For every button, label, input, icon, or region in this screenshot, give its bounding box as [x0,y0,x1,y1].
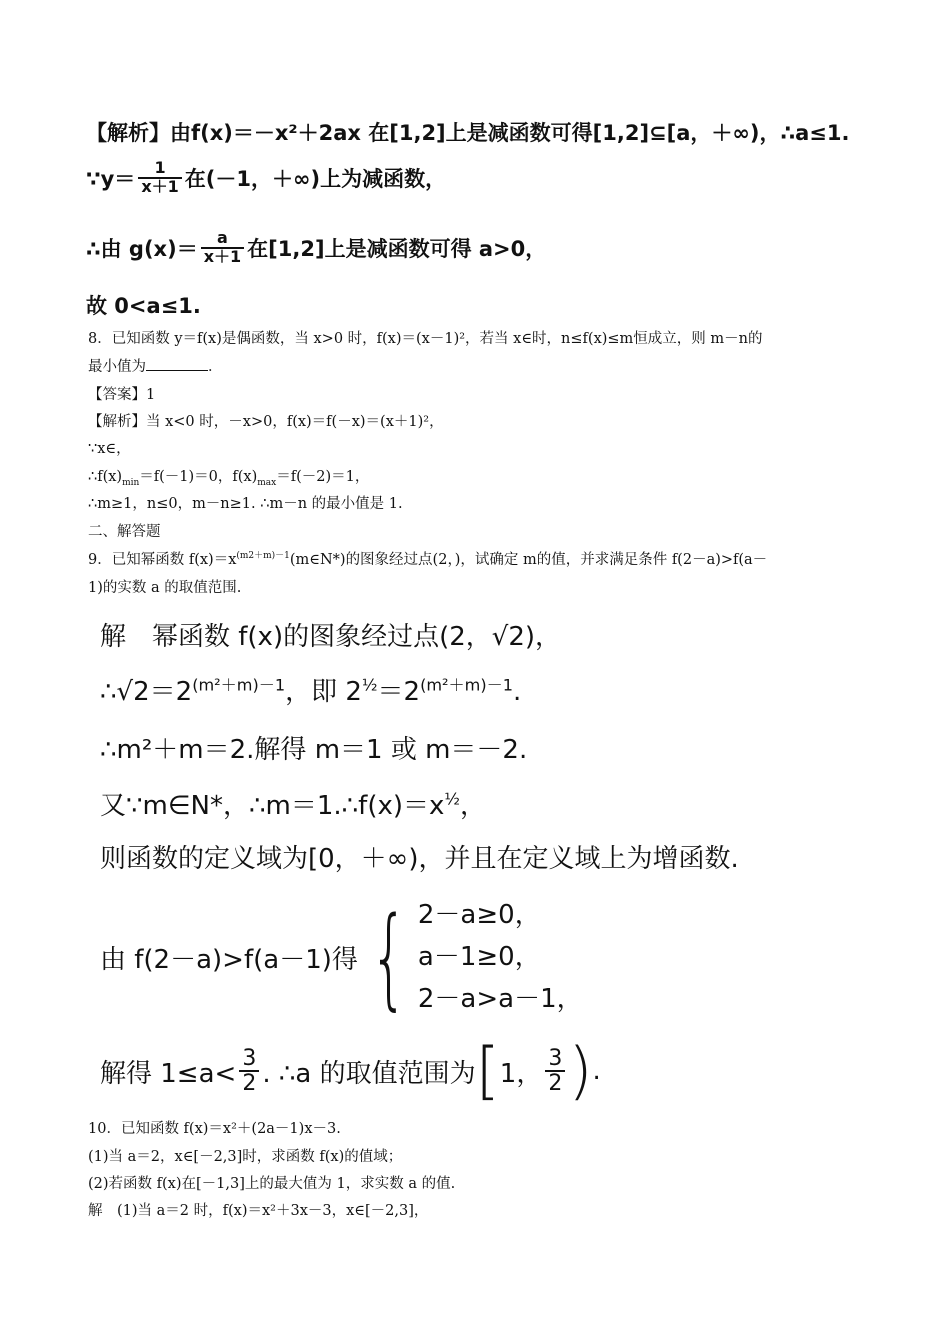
q8-question-text: 8．已知函数 y＝f(x)是偶函数，当 x>0 时，f(x)＝(x－1)²，若当 x∈时，n≤f(x)≤m恒成立，则 m－n的 [88,331,763,347]
q9-solution-4-b: ， [460,791,487,821]
analysis7-line2-pre: ∵y＝ [86,166,136,191]
q8-analysis-4 [88,492,403,513]
fraction-numerator: 3 [242,1045,257,1071]
q9-exp-1: (m²＋m)－1 [192,675,286,695]
q8-max-subscript: max [257,477,277,488]
q9-solution-2-d: . [512,677,522,707]
q9-case-2: a－1≥0， [417,942,541,972]
q9-case-3: 2－a>a－1， [417,984,583,1014]
q10-part1-text: (1)当 a＝2，x∈[－2,3]时，求函数 f(x)的值域； [88,1149,403,1165]
fraction-denominator: x＋1 [138,177,181,196]
q9-solution-3 [100,729,527,766]
q8-answer-text: 【答案】1 [88,387,156,403]
left-square-bracket: [ [475,1034,500,1107]
q8-min-subscript: min [122,477,140,488]
analysis7-line1-text: 【解析】由f(x)＝－x²＋2ax 在[1,2]上是减函数可得[1,2]⊆[a，＋∞)，∴a≤1. [86,121,850,145]
fraction-denominator: 2 [545,1070,565,1095]
right-paren: ) [568,1034,593,1107]
q9-interval-left: 1， [499,1058,543,1089]
q8-analysis-1-text: 【解析】当 x<0 时，－x>0，f(x)＝f(－x)＝(x＋1)²， [88,414,444,430]
analysis7-line4-text: 故 0<a≤1. [86,294,201,318]
q9-exponent: (m2＋m)－1 [236,551,290,562]
analysis7-line2 [86,160,446,196]
q8-analysis-3-b: ＝f(－1)＝0，f(x) [139,469,258,485]
q9-solution-3-text: ∴m²＋m＝2.解得 m＝1 或 m＝－2. [100,735,528,765]
section-heading-text: 二、解答题 [88,524,161,540]
q10-part2-text: (2)若函数 f(x)在[－1,3]上的最大值为 1，求实数 a 的值. [88,1176,456,1192]
q9-solution-7-end: . [592,1056,601,1086]
analysis7-line2-post: 在(－1，＋∞)上为减函数， [184,166,447,191]
q9-solution-2 [100,671,521,708]
q9-cases [418,894,583,1020]
q8-analysis-2-text: ∵x∈， [88,441,131,457]
q9-solution-5-text: 则函数的定义域为[0，＋∞)，并且在定义域上为增函数. [100,844,739,874]
section-heading [88,520,161,541]
fraction-numerator: 1 [154,158,166,177]
q9-solution-6-pre: 由 f(2－a)>f(a－1)得 [100,944,358,975]
q9-case-1: 2－a≥0， [417,900,541,930]
q9-question-line1 [88,548,767,569]
fraction-numerator: a [217,228,228,247]
q9-exp-2: (m²＋m)－1 [420,675,513,695]
q8-question-line1 [88,327,763,348]
fraction-a-over-x-plus-1 [201,230,244,266]
left-brace: { [369,893,409,1021]
fraction-3-over-2 [239,1047,259,1095]
analysis7-line1 [86,117,849,147]
q8-question-cont: 最小值为 [88,359,146,375]
q9-solution-4 [100,785,486,822]
q9-solution-7 [100,1034,601,1107]
analysis7-line3-pre: ∴由 g(x)＝ [86,236,198,261]
q10-solution-1-text: 解 (1)当 a＝2 时，f(x)＝x²＋3x－3，x∈[－2,3]， [88,1203,429,1219]
q9-exp-half: ½ [361,675,378,695]
q10-question [88,1117,341,1138]
q10-part2 [88,1172,455,1193]
answer-blank [146,356,208,371]
q9-solution-2-c: ＝2 [377,677,421,707]
q9-question-line2 [88,576,241,597]
fraction-denominator: 2 [239,1070,259,1095]
analysis7-line4 [86,290,201,320]
q9-solution-2-b: ，即 2 [285,677,362,707]
q8-analysis-2 [88,437,131,458]
q10-solution-1 [88,1199,428,1220]
q10-part1 [88,1145,402,1166]
q9-question-cont: 1)的实数 a 的取值范围. [88,580,242,596]
q8-analysis-1 [88,410,444,431]
q8-question-line2 [88,355,223,376]
q8-analysis-3 [88,465,369,488]
q9-question-pre: 9．已知幂函数 f(x)＝x [88,552,237,568]
q9-solution-7-pre: 解得 1≤a< [100,1058,237,1089]
q9-inequality-system [100,894,583,1020]
q8-answer [88,383,155,404]
analysis7-line3 [86,230,546,266]
q8-question-end: ． [208,359,223,375]
q9-solution-5 [100,838,739,875]
analysis7-line3-post: 在[1,2]上是减函数可得 a>0， [247,236,547,261]
q9-solution-7-mid: . ∴a 的取值范围为 [262,1058,476,1089]
q10-question-text: 10．已知函数 f(x)＝x²＋(2a－1)x－3. [88,1121,341,1137]
q9-solution-4-a: 又∵m∈N*，∴m＝1.∴f(x)＝x [100,791,445,821]
fraction-numerator: 3 [548,1045,563,1071]
q9-solution-1-text: 解 幂函数 f(x)的图象经过点(2，√2)， [100,622,562,652]
q8-analysis-3-c: ＝f(－2)＝1， [276,469,370,485]
fraction-3-over-2-interval [545,1047,565,1095]
q9-solution-2-a: ∴√2＝2 [100,677,193,707]
fraction-1-over-x-plus-1 [138,160,181,196]
q9-question-post: (m∈N*)的图象经过点(2，)，试确定 m的值，并求满足条件 f(2－a)>f(a－ [289,552,768,568]
q8-analysis-4-text: ∴m≥1，n≤0，m－n≥1. ∴m－n 的最小值是 1. [88,496,403,512]
q9-solution-1 [100,616,561,653]
q9-exp-half-2: ½ [444,789,461,809]
q8-analysis-3-a: ∴f(x) [88,469,123,485]
fraction-denominator: x＋1 [201,247,244,266]
